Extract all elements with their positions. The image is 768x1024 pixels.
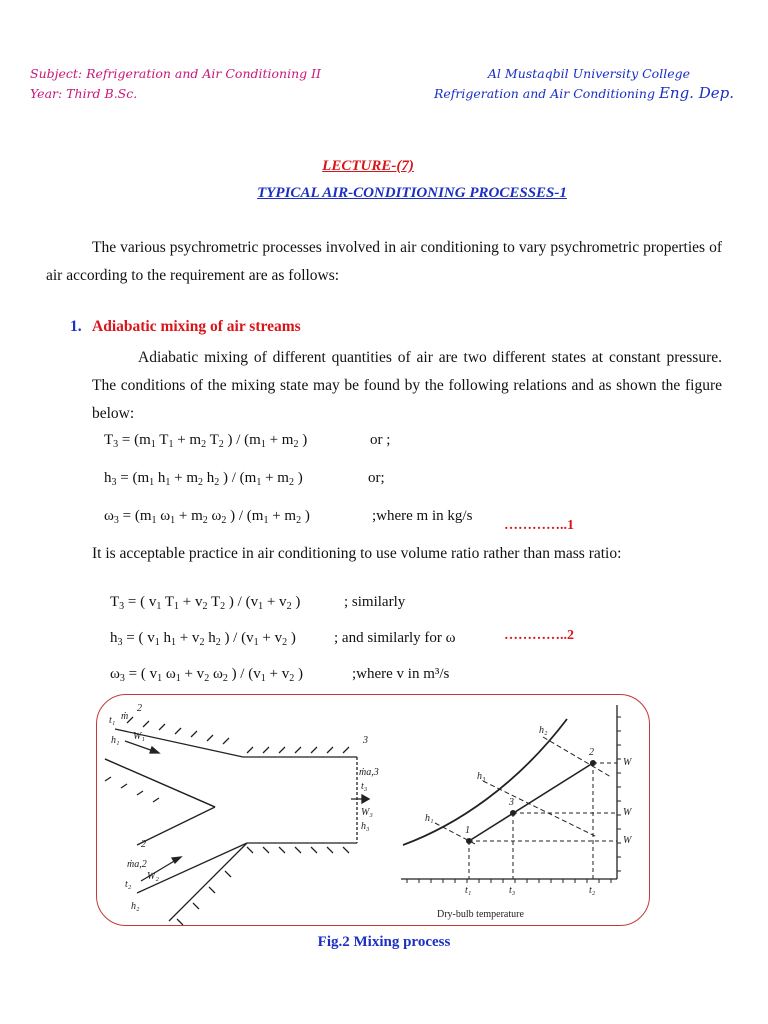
mixing-figure [97, 695, 650, 926]
mixing-line [469, 763, 593, 841]
mixing-duct [105, 717, 369, 925]
college-name: Al Mustaqbil University College [487, 66, 690, 81]
figure-caption: Fig.2 Mixing process [317, 934, 451, 950]
chart-label-3: 3 [509, 797, 514, 808]
equation-w3-tail: ;where m in kg/s [372, 508, 473, 524]
equation-w3v-tail: ;where v in m³/s [352, 666, 450, 682]
chart-label-h3: h₃ [477, 771, 486, 782]
duct-state-2-top: 2 [137, 703, 142, 714]
duct-label-h3: h₃ [361, 821, 370, 832]
duct-label-w2: W₂ [147, 871, 159, 882]
department-prefix: Refrigeration and Air Conditioning [433, 86, 655, 101]
state-point-3 [511, 811, 516, 816]
transition-sentence: It is acceptable practice in air conditioning to use volume ratio rather than mass ratio: [92, 545, 622, 562]
chart-w-lower: W [623, 835, 632, 846]
section-number: 1. [70, 318, 82, 335]
duct-label-t2: t₂ [125, 879, 132, 890]
duct-label-m3: ṁa,3 [359, 767, 379, 778]
chart-label-1: 1 [465, 825, 470, 836]
duct-label-w3: W₃ [361, 807, 373, 818]
lecture-title: TYPICAL AIR-CONDITIONING PROCESSES-1 [257, 185, 567, 201]
figure-frame [96, 694, 650, 926]
equation-h3-mass: $h_3 = (m_1$ $h_1 + m_2$ $h_2$ ) / ($m_1 + m_2$ ) [104, 470, 303, 488]
equation-t3-tail: or ; [370, 432, 391, 448]
chart-tick-t3: t₃ [509, 885, 516, 896]
equation-ref-2: …………..2 [504, 628, 574, 643]
chart-label-h2: h₂ [539, 725, 548, 736]
department-line [434, 84, 734, 102]
psychrometric-chart [401, 705, 621, 883]
section-heading [70, 318, 301, 336]
section-paragraph: Adiabatic mixing of different quantities of air are two different states at constant pressure. The conditions of the mixing state may be found by the following relations and as shown the figure below: [92, 349, 722, 422]
duct-label-t1: t₁ [109, 715, 116, 726]
duct-label-h2: h₂ [131, 901, 140, 912]
chart-label-h1: h₁ [425, 813, 434, 824]
chart-w-upper: W [623, 757, 632, 768]
department-suffix: Eng. Dep. [658, 84, 734, 102]
chart-label-2: 2 [589, 747, 594, 758]
chart-w-middle: W [623, 807, 632, 818]
duct-state-2: 2 [141, 839, 146, 850]
state-point-2 [591, 761, 596, 766]
section-title: Adiabatic mixing of air streams [92, 318, 301, 335]
equation-t3-mass: $T_3 = (m_1$ $T_1 + m_2$ $T_2$ ) / ($m_1 + m_2$ ) [104, 432, 308, 450]
equation-w3-volume: $\omega_3$ = ( $v_1$ $\omega_1 + v_2$ $\omega_2$ ) / ($v_1 + v_2$ ) [110, 666, 303, 684]
lecture-number: LECTURE-(7) [322, 158, 414, 174]
duct-label-m1: ṁ [121, 711, 129, 722]
chart-tick-t1: t₁ [465, 885, 472, 896]
equation-h3-volume: $h_3$ = ( $v_1$ $h_1 + v_2$ $h_2$ ) / ($v_1 + v_2$ ) [110, 630, 296, 648]
subject-line: Subject: Refrigeration and Air Conditioning II [30, 66, 321, 81]
chart-tick-t2: t₂ [589, 885, 596, 896]
chart-x-axis-label: Dry-bulb temperature [437, 909, 524, 920]
equation-ref-1: …………..1 [504, 518, 574, 533]
equation-h3-tail: or; [368, 470, 385, 486]
equation-h3v-tail: ; and similarly for ω [334, 630, 456, 646]
duct-label-m2: ṁa,2 [127, 859, 147, 870]
year-line: Year: Third B.Sc. [30, 86, 138, 101]
duct-label-h1: h₁ [111, 735, 120, 746]
state-point-1 [467, 839, 472, 844]
duct-label-t3: t₃ [361, 781, 368, 792]
equation-w3-mass: $\omega_3 = (m_1$ $\omega_1 + m_2$ $\omega_2$ ) / ($m_1 + m_2$ ) [104, 508, 310, 526]
equation-t3-volume: $T_3$ = ( $v_1$ $T_1 + v_2$ $T_2$ ) / ($v_1 + v_2$ ) [110, 594, 301, 612]
duct-lower-inlet-bottom [137, 843, 247, 893]
duct-label-w1: W₁ [133, 731, 145, 742]
equation-t3v-tail: ; similarly [344, 594, 406, 610]
intro-paragraph: The various psychrometric processes involved in air conditioning to vary psychrometric properties of air according to the requirement are as follows: [46, 239, 722, 284]
duct-state-3: 3 [363, 735, 368, 746]
